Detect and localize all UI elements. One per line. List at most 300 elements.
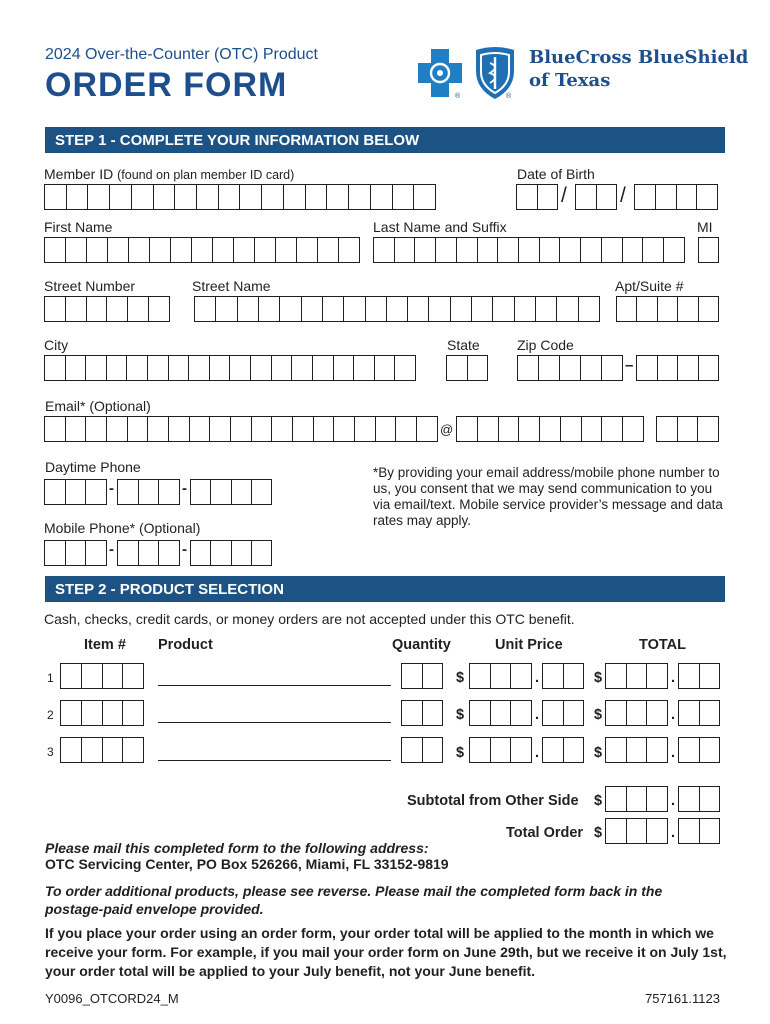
row1-quantity-field[interactable] (401, 663, 443, 689)
char-box[interactable] (122, 663, 144, 689)
char-box[interactable] (407, 296, 429, 322)
char-box[interactable] (477, 237, 499, 263)
char-box[interactable] (581, 416, 603, 442)
char-box[interactable] (539, 237, 561, 263)
subtotal-dollars-field[interactable] (605, 786, 668, 812)
char-box[interactable] (86, 296, 108, 322)
char-box[interactable] (626, 786, 648, 812)
char-box[interactable] (477, 416, 499, 442)
state-field[interactable] (446, 355, 488, 381)
page-title: ORDER FORM (45, 66, 288, 104)
payment-note: Cash, checks, credit cards, or money orders are not accepted under this OTC benefit. (44, 611, 575, 627)
char-box[interactable] (86, 237, 108, 263)
char-box[interactable] (563, 700, 585, 726)
char-box[interactable] (44, 540, 66, 566)
char-box[interactable] (218, 184, 241, 210)
char-box[interactable] (174, 184, 197, 210)
char-box[interactable] (394, 355, 416, 381)
char-box[interactable] (696, 184, 718, 210)
char-box[interactable] (517, 355, 539, 381)
char-box[interactable] (678, 700, 700, 726)
char-box[interactable] (313, 416, 335, 442)
char-box[interactable] (374, 355, 396, 381)
row-number-2: 2 (47, 708, 54, 722)
char-box[interactable] (677, 355, 699, 381)
char-box[interactable] (117, 540, 139, 566)
char-box[interactable] (85, 355, 107, 381)
char-box[interactable] (209, 355, 231, 381)
char-box[interactable] (422, 663, 444, 689)
char-box[interactable] (698, 237, 719, 263)
row2-unit-dollars-field[interactable] (469, 700, 532, 726)
char-box[interactable] (153, 184, 176, 210)
char-box[interactable] (535, 296, 557, 322)
char-box[interactable] (510, 663, 532, 689)
char-box[interactable] (657, 296, 678, 322)
char-box[interactable] (655, 184, 677, 210)
char-box[interactable] (636, 355, 658, 381)
char-box[interactable] (81, 737, 103, 763)
char-box[interactable] (348, 184, 371, 210)
char-box[interactable] (44, 184, 67, 210)
char-box[interactable] (634, 184, 656, 210)
char-box[interactable] (394, 237, 416, 263)
char-box[interactable] (254, 237, 276, 263)
decimal-point: . (535, 670, 540, 686)
char-box[interactable] (291, 355, 313, 381)
char-box[interactable] (542, 737, 564, 763)
brand-name (529, 46, 748, 92)
row1-unit-dollars-field[interactable] (469, 663, 532, 689)
phone-dash-3: - (109, 541, 114, 558)
char-box[interactable] (85, 479, 107, 505)
char-box[interactable] (231, 479, 252, 505)
char-box[interactable] (102, 663, 124, 689)
char-box[interactable] (646, 663, 668, 689)
decimal-point-7: . (671, 793, 676, 809)
char-box[interactable] (85, 416, 107, 442)
char-box[interactable] (128, 237, 150, 263)
row2-total-cents-field[interactable] (678, 700, 720, 726)
char-box[interactable] (450, 296, 472, 322)
street-number-field[interactable] (44, 296, 170, 322)
char-box[interactable] (354, 416, 376, 442)
subtotal-cents-field[interactable] (678, 786, 720, 812)
char-box[interactable] (605, 786, 627, 812)
char-box[interactable] (699, 786, 721, 812)
char-box[interactable] (122, 700, 144, 726)
email-local-field[interactable] (44, 416, 438, 442)
char-box[interactable] (147, 355, 169, 381)
char-box[interactable] (563, 663, 585, 689)
char-box[interactable] (395, 416, 417, 442)
char-box[interactable] (497, 237, 519, 263)
daytime-phone-label: Daytime Phone (45, 459, 141, 475)
char-box[interactable] (326, 184, 349, 210)
char-box[interactable] (646, 700, 668, 726)
char-box[interactable] (414, 237, 436, 263)
char-box[interactable] (190, 479, 211, 505)
char-box[interactable] (646, 786, 668, 812)
char-box[interactable] (456, 237, 478, 263)
char-box[interactable] (283, 184, 306, 210)
char-box[interactable] (65, 355, 87, 381)
char-box[interactable] (301, 296, 323, 322)
char-box[interactable] (542, 700, 564, 726)
char-box[interactable] (251, 540, 272, 566)
char-box[interactable] (126, 355, 148, 381)
row2-quantity-field[interactable] (401, 700, 443, 726)
char-box[interactable] (102, 700, 124, 726)
char-box[interactable] (446, 355, 468, 381)
mobile-phone-line-field[interactable] (190, 540, 272, 566)
char-box[interactable] (109, 184, 132, 210)
char-box[interactable] (81, 663, 103, 689)
char-box[interactable] (87, 184, 110, 210)
step2-heading: STEP 2 - PRODUCT SELECTION (45, 576, 725, 602)
row2-product-line[interactable] (158, 722, 391, 723)
char-box[interactable] (106, 355, 128, 381)
row2-total-dollars-field[interactable] (605, 700, 668, 726)
char-box[interactable] (699, 663, 721, 689)
char-box[interactable] (698, 296, 719, 322)
apt-suite-label: Apt/Suite # (615, 278, 684, 294)
char-box[interactable] (698, 355, 720, 381)
char-box[interactable] (107, 237, 129, 263)
char-box[interactable] (147, 416, 169, 442)
char-box[interactable] (490, 737, 512, 763)
dob-month-field[interactable] (516, 184, 558, 210)
char-box[interactable] (605, 663, 627, 689)
char-box[interactable] (44, 355, 66, 381)
char-box[interactable] (699, 700, 721, 726)
char-box[interactable] (596, 184, 618, 210)
char-box[interactable] (626, 663, 648, 689)
char-box[interactable] (322, 296, 344, 322)
member-id-field[interactable] (44, 184, 436, 210)
char-box[interactable] (60, 737, 82, 763)
char-box[interactable] (605, 737, 627, 763)
total-order-label: Total Order (506, 825, 584, 841)
dob-year-field[interactable] (634, 184, 718, 210)
char-box[interactable] (158, 540, 180, 566)
char-box[interactable] (333, 355, 355, 381)
char-box[interactable] (514, 296, 536, 322)
char-box[interactable] (471, 296, 493, 322)
char-box[interactable] (333, 416, 355, 442)
char-box[interactable] (148, 296, 170, 322)
char-box[interactable] (210, 479, 231, 505)
char-box[interactable] (66, 184, 89, 210)
char-box[interactable] (401, 700, 423, 726)
char-box[interactable] (518, 237, 540, 263)
char-box[interactable] (188, 355, 210, 381)
row3-product-line[interactable] (158, 760, 391, 761)
brand-name-line1: BlueCross BlueShield (529, 47, 749, 68)
char-box[interactable] (168, 416, 190, 442)
char-box[interactable] (170, 237, 192, 263)
char-box[interactable] (189, 416, 211, 442)
char-box[interactable] (563, 737, 585, 763)
char-box[interactable] (138, 540, 160, 566)
row3-quantity-field[interactable] (401, 737, 443, 763)
zip-dash: – (625, 357, 634, 374)
char-box[interactable] (646, 818, 668, 844)
city-label: City (44, 337, 69, 353)
char-box[interactable] (343, 296, 365, 322)
char-box[interactable] (678, 737, 700, 763)
char-box[interactable] (237, 296, 259, 322)
char-box[interactable] (510, 700, 532, 726)
row1-item-field[interactable] (60, 663, 144, 689)
char-box[interactable] (65, 416, 87, 442)
char-box[interactable] (65, 237, 87, 263)
row2-unit-cents-field[interactable] (542, 700, 584, 726)
char-box[interactable] (498, 416, 520, 442)
char-box[interactable] (642, 237, 664, 263)
char-box[interactable] (233, 237, 255, 263)
street-name-field[interactable] (194, 296, 600, 322)
last-name-field[interactable] (373, 237, 685, 263)
char-box[interactable] (539, 416, 561, 442)
currency-sign: $ (456, 670, 465, 686)
first-name-field[interactable] (44, 237, 360, 263)
char-box[interactable] (699, 737, 721, 763)
footer-document-number: 757161.1123 (645, 991, 720, 1006)
char-box[interactable] (210, 540, 231, 566)
currency-sign-3: $ (456, 707, 465, 723)
char-box[interactable] (416, 416, 438, 442)
email-tld-field[interactable] (656, 416, 719, 442)
char-box[interactable] (490, 700, 512, 726)
total-order-dollars-field[interactable] (605, 818, 668, 844)
char-box[interactable] (469, 663, 491, 689)
row1-unit-cents-field[interactable] (542, 663, 584, 689)
char-box[interactable] (601, 237, 623, 263)
char-box[interactable] (65, 296, 87, 322)
char-box[interactable] (646, 737, 668, 763)
char-box[interactable] (469, 737, 491, 763)
char-box[interactable] (699, 818, 721, 844)
char-box[interactable] (317, 237, 339, 263)
char-box[interactable] (231, 540, 252, 566)
apt-suite-field[interactable] (616, 296, 719, 322)
char-box[interactable] (44, 479, 66, 505)
total-order-cents-field[interactable] (678, 818, 720, 844)
char-box[interactable] (138, 479, 160, 505)
char-box[interactable] (626, 700, 648, 726)
char-box[interactable] (677, 416, 699, 442)
char-box[interactable] (65, 479, 87, 505)
mobile-phone-area-field[interactable] (44, 540, 107, 566)
zip-code-field[interactable] (517, 355, 623, 381)
char-box[interactable] (559, 237, 581, 263)
char-box[interactable] (279, 296, 301, 322)
mi-field[interactable] (698, 237, 719, 263)
char-box[interactable] (312, 355, 334, 381)
char-box[interactable] (230, 416, 252, 442)
row2-item-field[interactable] (60, 700, 144, 726)
char-box[interactable] (580, 355, 602, 381)
char-box[interactable] (392, 184, 415, 210)
char-box[interactable] (81, 700, 103, 726)
char-box[interactable] (191, 237, 213, 263)
char-box[interactable] (60, 663, 82, 689)
char-box[interactable] (556, 296, 578, 322)
char-box[interactable] (559, 355, 581, 381)
char-box[interactable] (44, 296, 66, 322)
mail-address: OTC Servicing Center, PO Box 526266, Miami, FL 33152-9819 (45, 856, 449, 872)
char-box[interactable] (275, 237, 297, 263)
char-box[interactable] (401, 737, 423, 763)
mail-instruction: Please mail this completed form to the following address: (45, 840, 429, 856)
char-box[interactable] (292, 416, 314, 442)
char-box[interactable] (102, 737, 124, 763)
char-box[interactable] (365, 296, 387, 322)
char-box[interactable] (239, 184, 262, 210)
member-id-label-text: Member ID (44, 166, 114, 182)
row3-item-field[interactable] (60, 737, 144, 763)
char-box[interactable] (250, 355, 272, 381)
char-box[interactable] (467, 355, 489, 381)
char-box[interactable] (616, 296, 637, 322)
brand-name-line2: of Texas (529, 70, 611, 91)
char-box[interactable] (537, 184, 559, 210)
char-box[interactable] (490, 663, 512, 689)
char-box[interactable] (375, 416, 397, 442)
char-box[interactable] (168, 355, 190, 381)
member-id-label (44, 166, 294, 182)
member-id-hint: (found on plan member ID card) (117, 168, 295, 182)
char-box[interactable] (305, 184, 328, 210)
char-box[interactable] (373, 237, 395, 263)
char-box[interactable] (158, 479, 180, 505)
char-box[interactable] (678, 818, 700, 844)
char-box[interactable] (580, 237, 602, 263)
char-box[interactable] (122, 737, 144, 763)
char-box[interactable] (435, 237, 457, 263)
char-box[interactable] (85, 540, 107, 566)
char-box[interactable] (622, 416, 644, 442)
city-field[interactable] (44, 355, 416, 381)
char-box[interactable] (542, 663, 564, 689)
email-domain-field[interactable] (456, 416, 644, 442)
char-box[interactable] (492, 296, 514, 322)
char-box[interactable] (469, 700, 491, 726)
mobile-phone-prefix-field[interactable] (117, 540, 180, 566)
row3-total-dollars-field[interactable] (605, 737, 668, 763)
char-box[interactable] (117, 479, 139, 505)
char-box[interactable] (370, 184, 393, 210)
char-box[interactable] (676, 184, 698, 210)
char-box[interactable] (60, 700, 82, 726)
row1-total-dollars-field[interactable] (605, 663, 668, 689)
char-box[interactable] (413, 184, 436, 210)
char-box[interactable] (196, 184, 219, 210)
char-box[interactable] (251, 416, 273, 442)
char-box[interactable] (516, 184, 538, 210)
row1-total-cents-field[interactable] (678, 663, 720, 689)
char-box[interactable] (65, 540, 87, 566)
char-box[interactable] (538, 355, 560, 381)
daytime-phone-prefix-field[interactable] (117, 479, 180, 505)
zip-extension-field[interactable] (636, 355, 719, 381)
char-box[interactable] (386, 296, 408, 322)
row3-unit-cents-field[interactable] (542, 737, 584, 763)
char-box[interactable] (678, 663, 700, 689)
char-box[interactable] (258, 296, 280, 322)
char-box[interactable] (251, 479, 272, 505)
char-box[interactable] (190, 540, 211, 566)
char-box[interactable] (456, 416, 478, 442)
char-box[interactable] (697, 416, 719, 442)
char-box[interactable] (657, 355, 679, 381)
char-box[interactable] (626, 818, 648, 844)
char-box[interactable] (106, 296, 128, 322)
email-label: Email* (Optional) (45, 398, 151, 414)
char-box[interactable] (401, 663, 423, 689)
char-box[interactable] (656, 416, 678, 442)
char-box[interactable] (601, 416, 623, 442)
char-box[interactable] (271, 355, 293, 381)
char-box[interactable] (194, 296, 216, 322)
char-box[interactable] (560, 416, 582, 442)
daytime-phone-area-field[interactable] (44, 479, 107, 505)
char-box[interactable] (601, 355, 623, 381)
char-box[interactable] (296, 237, 318, 263)
char-box[interactable] (518, 416, 540, 442)
char-box[interactable] (44, 237, 66, 263)
char-box[interactable] (212, 237, 234, 263)
char-box[interactable] (261, 184, 284, 210)
char-box[interactable] (677, 296, 698, 322)
char-box[interactable] (229, 355, 251, 381)
char-box[interactable] (353, 355, 375, 381)
char-box[interactable] (271, 416, 293, 442)
char-box[interactable] (605, 818, 627, 844)
char-box[interactable] (422, 700, 444, 726)
daytime-phone-line-field[interactable] (190, 479, 272, 505)
decimal-point-8: . (671, 825, 676, 841)
char-box[interactable] (636, 296, 657, 322)
char-box[interactable] (578, 296, 600, 322)
char-box[interactable] (605, 700, 627, 726)
char-box[interactable] (127, 296, 149, 322)
char-box[interactable] (44, 416, 66, 442)
decimal-point-5: . (535, 745, 540, 761)
char-box[interactable] (626, 737, 648, 763)
char-box[interactable] (338, 237, 360, 263)
dob-day-field[interactable] (575, 184, 617, 210)
char-box[interactable] (422, 737, 444, 763)
char-box[interactable] (215, 296, 237, 322)
char-box[interactable] (678, 786, 700, 812)
char-box[interactable] (622, 237, 644, 263)
char-box[interactable] (131, 184, 154, 210)
char-box[interactable] (149, 237, 171, 263)
char-box[interactable] (106, 416, 128, 442)
char-box[interactable] (209, 416, 231, 442)
char-box[interactable] (428, 296, 450, 322)
row1-product-line[interactable] (158, 685, 391, 686)
row3-total-cents-field[interactable] (678, 737, 720, 763)
char-box[interactable] (127, 416, 149, 442)
char-box[interactable] (575, 184, 597, 210)
char-box[interactable] (510, 737, 532, 763)
row3-unit-dollars-field[interactable] (469, 737, 532, 763)
char-box[interactable] (663, 237, 685, 263)
col-quantity-header: Quantity (392, 637, 451, 653)
